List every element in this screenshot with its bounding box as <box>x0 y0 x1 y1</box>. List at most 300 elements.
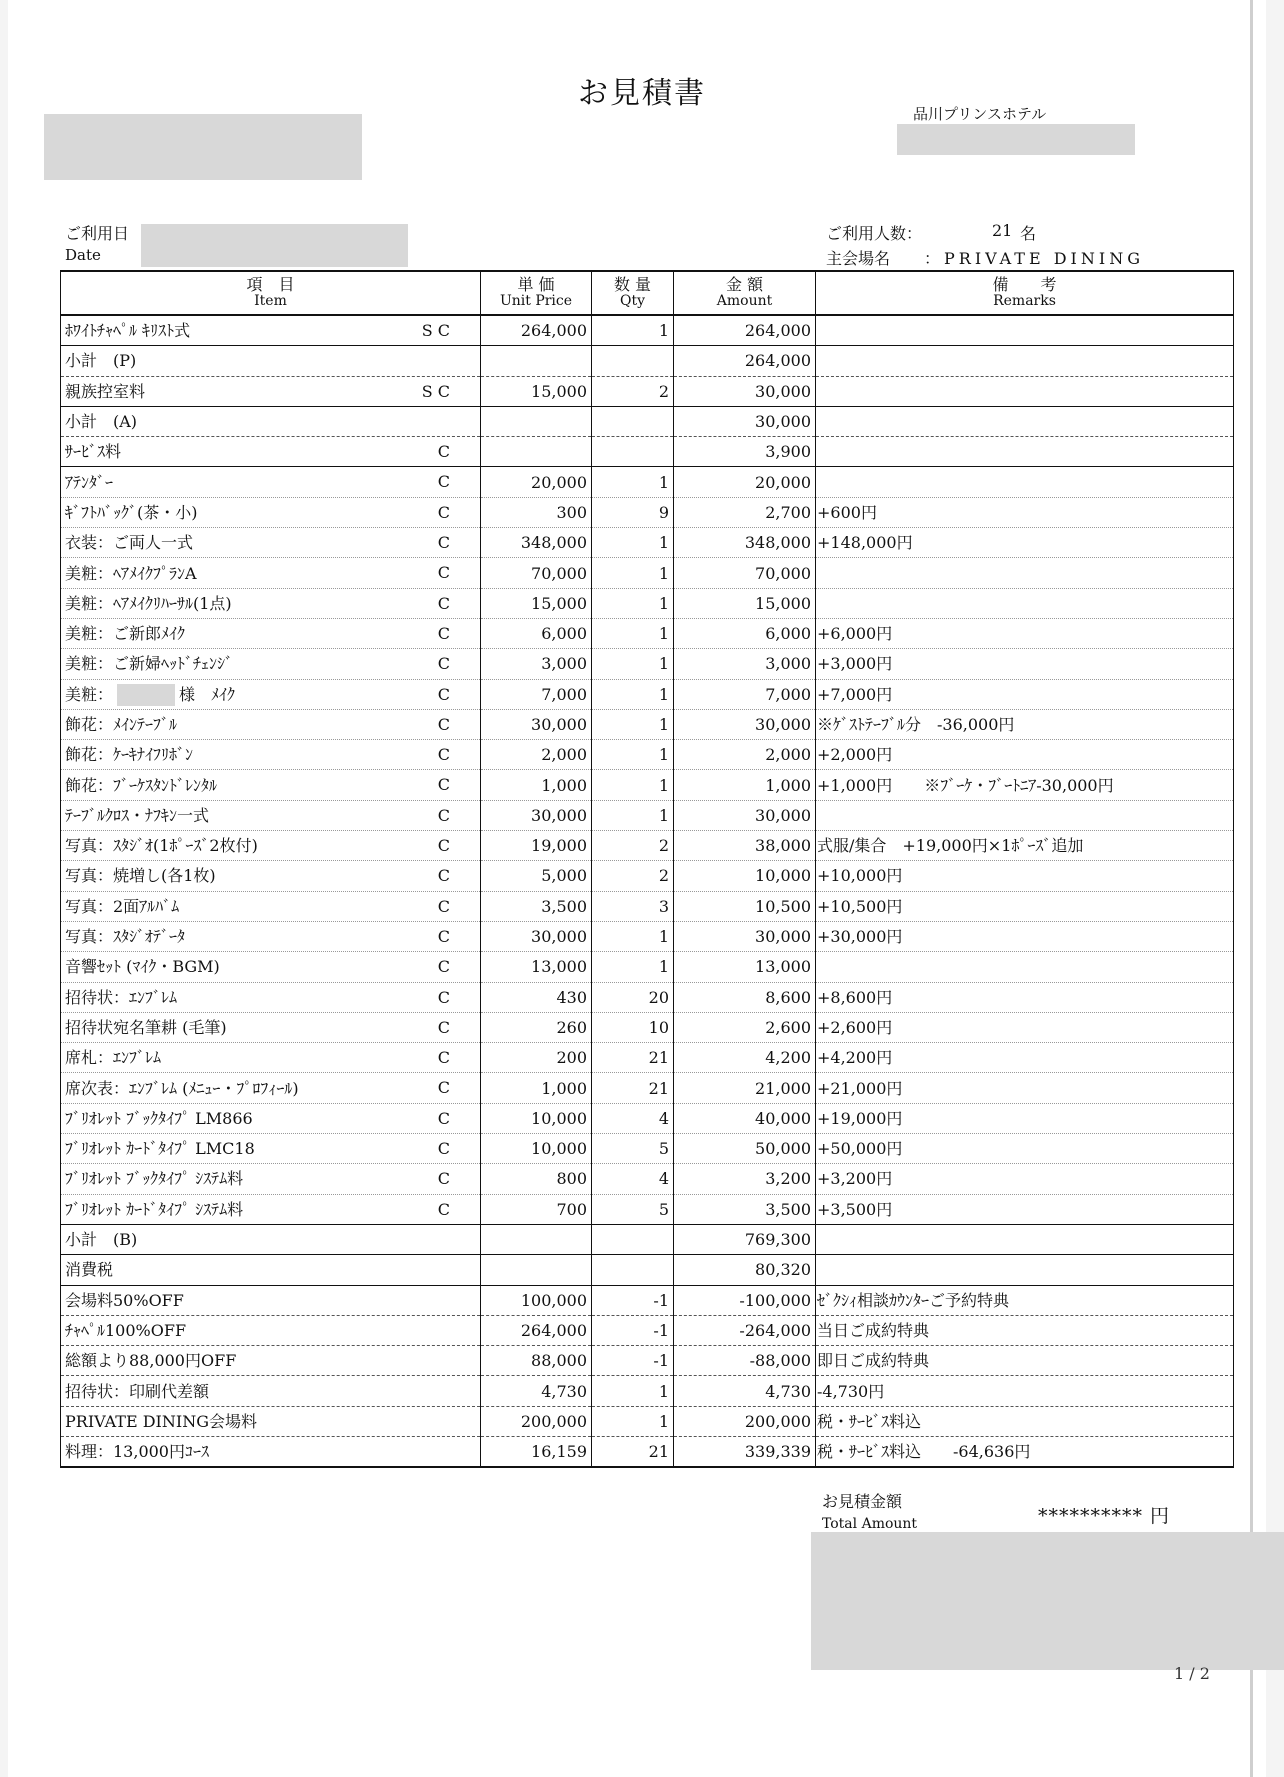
cell-amount: 20,000 <box>674 467 816 497</box>
item-text: 料理：13,000円ｺｰｽ <box>65 1442 209 1462</box>
item-code: C <box>437 836 450 856</box>
item-text: 小計 (P) <box>65 351 137 371</box>
item-text: ﾌﾞﾘｵﾚｯﾄ ﾌﾞｯｸﾀｲﾌﾟ LM866 <box>65 1108 253 1128</box>
cell-qty: 1 <box>592 315 674 346</box>
cell-unit-price: 19,000 <box>481 831 592 861</box>
item-text: 美粧：ﾍｱﾒｲｸﾌﾟﾗﾝA <box>65 563 197 583</box>
cell-amount: 200,000 <box>674 1406 816 1436</box>
cell-unit-price: 264,000 <box>481 315 592 346</box>
cell-amount: 80,320 <box>674 1255 816 1285</box>
table-row <box>61 952 1234 982</box>
item-text: 飾花：ﾒｲﾝﾃｰﾌﾞﾙ <box>65 715 178 734</box>
cell-item <box>61 1376 481 1406</box>
cell-qty: 2 <box>592 861 674 891</box>
cell-remarks: 即日ご成約特典 <box>816 1346 1234 1376</box>
cell-item <box>61 437 481 467</box>
cell-amount: 6,000 <box>674 618 816 648</box>
cell-amount: 3,900 <box>674 437 816 467</box>
item-text: 写真：ｽﾀｼﾞｵ(1ﾎﾟｰｽﾞ2枚付) <box>65 836 258 856</box>
cell-remarks: +148,000円 <box>816 528 1234 558</box>
table-row <box>61 649 1234 679</box>
cell-amount: 40,000 <box>674 1103 816 1133</box>
item-text: 席札：ｴﾝﾌﾞﾚﾑ <box>65 1048 162 1068</box>
cell-amount: 70,000 <box>674 558 816 588</box>
table-row <box>61 437 1234 467</box>
cell-remarks: +10,000円 <box>816 861 1234 891</box>
item-text: 会場料50%OFF <box>65 1290 184 1310</box>
cell-qty: 1 <box>592 1376 674 1406</box>
cell-item <box>61 891 481 921</box>
cell-qty: -1 <box>592 1346 674 1376</box>
cell-qty: 21 <box>592 1073 674 1103</box>
cell-unit-price: 6,000 <box>481 618 592 648</box>
cell-remarks: ｾﾞｸｼｨ相談ｶｳﾝﾀｰご予約特典 <box>816 1285 1234 1315</box>
cell-qty: -1 <box>592 1285 674 1315</box>
cell-item <box>61 376 481 406</box>
cell-remarks: +19,000円 <box>816 1103 1234 1133</box>
item-code: C <box>437 1017 450 1037</box>
item-text: ｱﾃﾝﾀﾞｰ <box>65 472 114 492</box>
cell-unit-price: 300 <box>481 497 592 527</box>
cell-qty: 21 <box>592 1436 674 1467</box>
cell-remarks <box>816 315 1234 346</box>
table-row <box>61 497 1234 527</box>
cell-item <box>61 1134 481 1164</box>
cell-unit-price <box>481 1255 592 1285</box>
table-header-row <box>61 271 1234 315</box>
header-unit-price: 単 価 Unit Price <box>481 271 592 315</box>
cell-qty: 21 <box>592 1043 674 1073</box>
cell-qty: 1 <box>592 588 674 618</box>
cell-item <box>61 406 481 436</box>
cell-item <box>61 800 481 830</box>
table-row <box>61 709 1234 739</box>
cell-remarks <box>816 800 1234 830</box>
cell-amount: 2,000 <box>674 740 816 770</box>
cell-remarks: 税・ｻｰﾋﾞｽ料込 -64,636円 <box>816 1436 1234 1467</box>
cell-remarks: +2,000円 <box>816 740 1234 770</box>
cell-unit-price: 15,000 <box>481 588 592 618</box>
table-row <box>61 921 1234 951</box>
item-code: C <box>437 866 450 886</box>
item-code: C <box>437 896 450 916</box>
cell-amount: -100,000 <box>674 1285 816 1315</box>
table-row <box>61 982 1234 1012</box>
cell-remarks <box>816 406 1234 436</box>
cell-unit-price: 16,159 <box>481 1436 592 1467</box>
table-row <box>61 1073 1234 1103</box>
item-text: 消費税 <box>65 1260 114 1280</box>
item-text: 招待状宛名筆耕 (毛筆) <box>65 1017 227 1037</box>
cell-qty <box>592 1224 674 1254</box>
cell-qty: 1 <box>592 528 674 558</box>
cell-item <box>61 982 481 1012</box>
item-code: C <box>437 684 450 704</box>
cell-remarks: +6,000円 <box>816 618 1234 648</box>
cell-item <box>61 740 481 770</box>
cell-item <box>61 346 481 376</box>
cell-item <box>61 1315 481 1345</box>
cell-item <box>61 861 481 891</box>
cell-remarks <box>816 1224 1234 1254</box>
cell-amount: 339,339 <box>674 1436 816 1467</box>
table-row <box>61 618 1234 648</box>
table-row <box>61 1012 1234 1042</box>
cell-item <box>61 1436 481 1467</box>
table-row <box>61 1255 1234 1285</box>
table-row <box>61 1134 1234 1164</box>
cell-qty <box>592 406 674 436</box>
table-row <box>61 528 1234 558</box>
item-text: 音響ｾｯﾄ (ﾏｲｸ・BGM) <box>65 957 220 977</box>
cell-amount: -264,000 <box>674 1315 816 1345</box>
cell-unit-price <box>481 346 592 376</box>
cell-qty: 20 <box>592 982 674 1012</box>
cell-amount: 264,000 <box>674 346 816 376</box>
cell-unit-price: 15,000 <box>481 376 592 406</box>
table-row <box>61 831 1234 861</box>
cell-item <box>61 770 481 800</box>
cell-item <box>61 1194 481 1224</box>
cell-unit-price: 100,000 <box>481 1285 592 1315</box>
item-text: 招待状：印刷代差額 <box>65 1381 210 1401</box>
item-code: C <box>437 533 450 553</box>
item-text: 美粧：ﾍｱﾒｲｸﾘﾊｰｻﾙ(1点) <box>65 593 232 613</box>
item-code: C <box>437 957 450 977</box>
cell-item <box>61 649 481 679</box>
redacted-customer-name <box>44 114 362 180</box>
item-text: ﾃｰﾌﾞﾙｸﾛｽ・ﾅﾌｷﾝ一式 <box>65 805 210 825</box>
cell-remarks <box>816 1255 1234 1285</box>
cell-item <box>61 709 481 739</box>
cell-unit-price: 7,000 <box>481 679 592 709</box>
hotel-name: 品川プリンスホテル <box>913 105 1047 123</box>
cell-remarks <box>816 952 1234 982</box>
item-code: C <box>437 1199 450 1219</box>
cell-amount: 50,000 <box>674 1134 816 1164</box>
cell-amount: 30,000 <box>674 406 816 436</box>
cell-unit-price: 430 <box>481 982 592 1012</box>
cell-qty: 1 <box>592 921 674 951</box>
table-row <box>61 406 1234 436</box>
header-qty: 数 量 Qty <box>592 271 674 315</box>
cell-item <box>61 315 481 346</box>
cell-unit-price: 4,730 <box>481 1376 592 1406</box>
cell-item <box>61 1164 481 1194</box>
cell-unit-price: 264,000 <box>481 1315 592 1345</box>
table-row <box>61 1043 1234 1073</box>
cell-remarks: 当日ご成約特典 <box>816 1315 1234 1345</box>
item-code: C <box>437 1078 450 1098</box>
cell-unit-price <box>481 406 592 436</box>
table-row <box>61 315 1234 346</box>
cell-unit-price: 20,000 <box>481 467 592 497</box>
cell-remarks <box>816 588 1234 618</box>
cell-qty: 1 <box>592 800 674 830</box>
cell-item <box>61 497 481 527</box>
total-value: ********** 円 <box>1038 1505 1171 1527</box>
table-row <box>61 740 1234 770</box>
redacted-staff-name <box>897 124 1135 155</box>
header-item: 項 目 Item <box>61 271 481 315</box>
cell-remarks: 税・ｻｰﾋﾞｽ料込 <box>816 1406 1234 1436</box>
item-text: 写真：2面ｱﾙﾊﾞﾑ <box>65 896 180 916</box>
item-code: C <box>437 775 450 795</box>
table-row <box>61 376 1234 406</box>
cell-remarks: +2,600円 <box>816 1012 1234 1042</box>
cell-qty <box>592 1255 674 1285</box>
item-text: ｷﾞﾌﾄﾊﾞｯｸﾞ(茶・小) <box>65 502 198 522</box>
item-code: C <box>437 472 450 492</box>
item-text: ﾁｬﾍﾟﾙ100%OFF <box>65 1320 187 1340</box>
item-code: C <box>437 593 450 613</box>
cell-item <box>61 1043 481 1073</box>
cell-unit-price: 10,000 <box>481 1103 592 1133</box>
table-row <box>61 891 1234 921</box>
item-code: C <box>437 623 450 643</box>
item-text: 小計 (B) <box>65 1230 138 1250</box>
cell-qty: 5 <box>592 1194 674 1224</box>
cell-qty: 1 <box>592 770 674 800</box>
cell-amount: 3,000 <box>674 649 816 679</box>
item-text: 席次表：ｴﾝﾌﾞﾚﾑ (ﾒﾆｭｰ・ﾌﾟﾛﾌｨｰﾙ) <box>65 1078 299 1098</box>
table-row <box>61 861 1234 891</box>
cell-unit-price: 5,000 <box>481 861 592 891</box>
cell-remarks: ※ｹﾞｽﾄﾃｰﾌﾞﾙ分 -36,000円 <box>816 709 1234 739</box>
cell-remarks: +7,000円 <box>816 679 1234 709</box>
cell-item <box>61 1255 481 1285</box>
estimate-table <box>60 270 1234 1468</box>
table-row <box>61 1376 1234 1406</box>
cell-amount: 348,000 <box>674 528 816 558</box>
item-text: 招待状：ｴﾝﾌﾞﾚﾑ <box>65 987 178 1007</box>
cell-unit-price: 200 <box>481 1043 592 1073</box>
item-text: 総額より88,000円OFF <box>65 1351 237 1371</box>
cell-item <box>61 1073 481 1103</box>
cell-qty: 2 <box>592 376 674 406</box>
cell-unit-price: 3,500 <box>481 891 592 921</box>
table-body <box>61 315 1234 1467</box>
header-remarks: 備 考 Remarks <box>816 271 1234 315</box>
table-row <box>61 800 1234 830</box>
cell-qty: -1 <box>592 1315 674 1345</box>
cell-amount: 4,730 <box>674 1376 816 1406</box>
cell-amount: 10,500 <box>674 891 816 921</box>
cell-qty: 1 <box>592 679 674 709</box>
redacted-date <box>141 224 408 267</box>
cell-remarks: +50,000円 <box>816 1134 1234 1164</box>
table-row <box>61 1224 1234 1254</box>
cell-item <box>61 467 481 497</box>
table-row <box>61 1194 1234 1224</box>
item-text: 写真：ｽﾀｼﾞｵﾃﾞｰﾀ <box>65 927 186 947</box>
cell-amount: 7,000 <box>674 679 816 709</box>
cell-item <box>61 618 481 648</box>
table-row <box>61 588 1234 618</box>
cell-unit-price: 2,000 <box>481 740 592 770</box>
cell-unit-price <box>481 1224 592 1254</box>
table-row <box>61 1346 1234 1376</box>
cell-amount: 264,000 <box>674 315 816 346</box>
total-label: お見積金額 Total Amount <box>822 1492 918 1532</box>
cell-unit-price: 30,000 <box>481 921 592 951</box>
redacted-name <box>117 684 175 706</box>
item-code: C <box>437 805 450 825</box>
cell-item <box>61 1346 481 1376</box>
item-text: 美粧： <box>65 684 114 704</box>
cell-qty: 1 <box>592 1406 674 1436</box>
cell-unit-price: 260 <box>481 1012 592 1042</box>
cell-item <box>61 921 481 951</box>
cell-amount: 38,000 <box>674 831 816 861</box>
item-text: ﾌﾞﾘｵﾚｯﾄ ｶｰﾄﾞﾀｲﾌﾟ LMC18 <box>65 1139 255 1159</box>
cell-item <box>61 1012 481 1042</box>
item-code: C <box>437 1169 450 1189</box>
table-row <box>61 1436 1234 1467</box>
cell-unit-price <box>481 437 592 467</box>
cell-qty: 10 <box>592 1012 674 1042</box>
cell-remarks: +1,000円 ※ﾌﾞｰｹ・ﾌﾞｰﾄﾆｱ-30,000円 <box>816 770 1234 800</box>
cell-unit-price: 1,000 <box>481 770 592 800</box>
table-row <box>61 1164 1234 1194</box>
cell-qty: 3 <box>592 891 674 921</box>
cell-item <box>61 1224 481 1254</box>
date-label-en: Date <box>65 246 101 264</box>
cell-amount: 10,000 <box>674 861 816 891</box>
cell-amount: 30,000 <box>674 800 816 830</box>
cell-amount: 8,600 <box>674 982 816 1012</box>
page-number: 1 / 2 <box>1174 1664 1210 1683</box>
cell-item <box>61 588 481 618</box>
redacted-signature-block <box>811 1532 1284 1670</box>
item-text: ﾌﾞﾘｵﾚｯﾄ ﾌﾞｯｸﾀｲﾌﾟ ｼｽﾃﾑ料 <box>65 1169 244 1189</box>
cell-amount: 3,500 <box>674 1194 816 1224</box>
cell-remarks: +3,000円 <box>816 649 1234 679</box>
cell-qty: 1 <box>592 709 674 739</box>
cell-unit-price: 30,000 <box>481 709 592 739</box>
cell-qty: 1 <box>592 618 674 648</box>
table-row <box>61 1315 1234 1345</box>
cell-unit-price: 13,000 <box>481 952 592 982</box>
cell-amount: -88,000 <box>674 1346 816 1376</box>
cell-unit-price: 1,000 <box>481 1073 592 1103</box>
cell-amount: 13,000 <box>674 952 816 982</box>
cell-remarks <box>816 346 1234 376</box>
item-text: ｻｰﾋﾞｽ料 <box>65 442 122 462</box>
cell-qty: 1 <box>592 740 674 770</box>
table-row <box>61 679 1234 709</box>
cell-remarks: -4,730円 <box>816 1376 1234 1406</box>
item-code: S C <box>421 381 450 401</box>
guests-label: ご利用人数： <box>826 224 923 243</box>
cell-qty: 4 <box>592 1164 674 1194</box>
item-code: C <box>437 654 450 674</box>
date-label: ご利用日 <box>65 224 130 243</box>
cell-qty: 5 <box>592 1134 674 1164</box>
item-text: 写真：焼増し(各1枚) <box>65 866 216 886</box>
item-code: C <box>437 1139 450 1159</box>
table-row <box>61 770 1234 800</box>
item-code: S C <box>421 321 450 340</box>
cell-unit-price: 800 <box>481 1164 592 1194</box>
cell-amount: 4,200 <box>674 1043 816 1073</box>
cell-unit-price: 70,000 <box>481 558 592 588</box>
item-text: 美粧：ご新郎ﾒｲｸ <box>65 624 186 644</box>
item-code: C <box>437 1048 450 1068</box>
cell-item <box>61 679 481 709</box>
cell-qty: 2 <box>592 831 674 861</box>
cell-amount: 30,000 <box>674 709 816 739</box>
item-text: 衣装：ご両人一式 <box>65 533 194 553</box>
item-code: C <box>437 926 450 946</box>
cell-remarks: +30,000円 <box>816 921 1234 951</box>
cell-amount: 1,000 <box>674 770 816 800</box>
cell-qty: 1 <box>592 649 674 679</box>
header-amount: 金 額 Amount <box>674 271 816 315</box>
item-suffix: 様 ﾒｲｸ <box>179 684 236 704</box>
item-text: 飾花：ﾌﾞｰｹｽﾀﾝﾄﾞﾚﾝﾀﾙ <box>65 775 218 795</box>
cell-unit-price: 30,000 <box>481 800 592 830</box>
guests-unit: 名 <box>1020 224 1037 243</box>
cell-amount: 21,000 <box>674 1073 816 1103</box>
guests-count: 21 <box>992 221 1013 240</box>
cell-remarks: +3,500円 <box>816 1194 1234 1224</box>
cell-amount: 2,700 <box>674 497 816 527</box>
cell-remarks: +4,200円 <box>816 1043 1234 1073</box>
table-row <box>61 1285 1234 1315</box>
venue-label: 主会場名 <box>826 249 891 268</box>
item-code: C <box>437 1108 450 1128</box>
cell-qty: 1 <box>592 558 674 588</box>
cell-remarks: +10,500円 <box>816 891 1234 921</box>
item-text: ﾎﾜｲﾄﾁｬﾍﾟﾙ ｷﾘｽﾄ式 <box>65 321 191 341</box>
table-row <box>61 346 1234 376</box>
cell-unit-price: 200,000 <box>481 1406 592 1436</box>
cell-amount: 30,000 <box>674 921 816 951</box>
cell-amount: 2,600 <box>674 1012 816 1042</box>
cell-remarks: 式服/集合 +19,000円×1ﾎﾟｰｽﾞ追加 <box>816 831 1234 861</box>
cell-remarks: +3,200円 <box>816 1164 1234 1194</box>
item-code: C <box>437 987 450 1007</box>
table-row <box>61 1406 1234 1436</box>
cell-qty: 9 <box>592 497 674 527</box>
cell-amount: 15,000 <box>674 588 816 618</box>
cell-qty <box>592 437 674 467</box>
cell-unit-price: 3,000 <box>481 649 592 679</box>
item-code: C <box>437 563 450 583</box>
item-text: 小計 (A) <box>65 412 138 432</box>
cell-qty <box>592 346 674 376</box>
item-text: 美粧：ご新婦ﾍｯﾄﾞﾁｪﾝｼﾞ <box>65 654 234 674</box>
cell-item <box>61 952 481 982</box>
cell-unit-price: 88,000 <box>481 1346 592 1376</box>
cell-remarks: +21,000円 <box>816 1073 1234 1103</box>
cell-unit-price: 700 <box>481 1194 592 1224</box>
cell-remarks: +600円 <box>816 497 1234 527</box>
item-text: 飾花：ｹｰｷﾅｲﾌﾘﾎﾞﾝ <box>65 745 194 765</box>
item-text: ﾌﾞﾘｵﾚｯﾄ ｶｰﾄﾞﾀｲﾌﾟ ｼｽﾃﾑ料 <box>65 1199 244 1219</box>
cell-unit-price: 348,000 <box>481 528 592 558</box>
table-row <box>61 1103 1234 1133</box>
cell-item <box>61 831 481 861</box>
item-code: C <box>437 442 450 462</box>
cell-remarks: +8,600円 <box>816 982 1234 1012</box>
cell-item <box>61 528 481 558</box>
cell-qty: 1 <box>592 467 674 497</box>
cell-remarks <box>816 467 1234 497</box>
item-code: C <box>437 714 450 734</box>
cell-amount: 3,200 <box>674 1164 816 1194</box>
